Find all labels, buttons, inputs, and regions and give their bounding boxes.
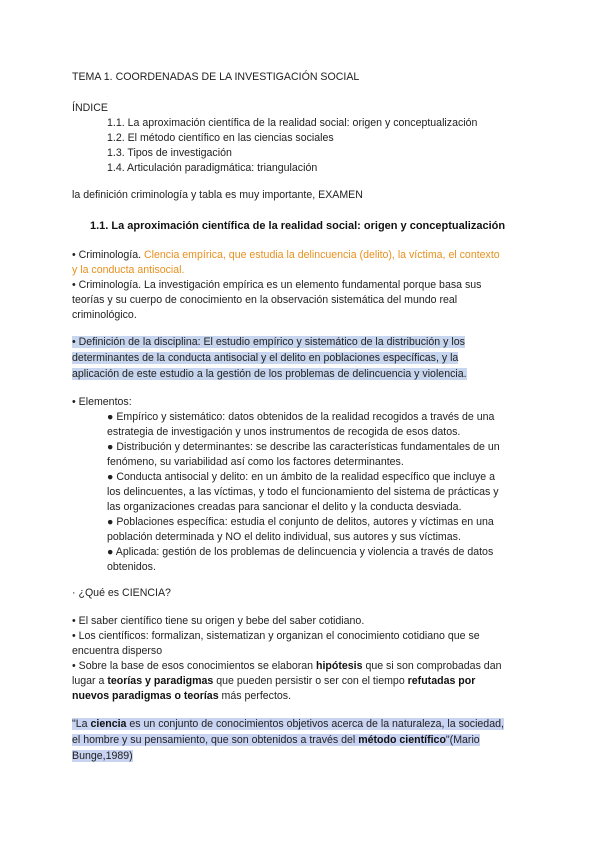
bunge-quote: "La ciencia es un conjunto de conocimientos objetivos acerca de la naturaleza, la sociedad, bbox=[72, 718, 504, 730]
criminology-paragraph: teorías y su cuerpo de conocimiento en la observación sistemática del mundo real bbox=[72, 294, 458, 306]
criminology-definition-line bbox=[72, 248, 500, 263]
exam-note: la definición criminología y tabla es muy importante, EXAMEN bbox=[72, 189, 363, 201]
criminology-paragraph: criminológico. bbox=[72, 309, 137, 321]
element-item: ● Aplicada: gestión de los problemas de delincuencia y violencia a través de datos bbox=[107, 546, 494, 558]
definition-highlight: • Definición de la disciplina: El estudio empírico y sistemático de la distribución y los bbox=[72, 336, 465, 348]
science-paragraph: encuentra disperso bbox=[72, 645, 163, 657]
element-item: estrategia de investigación y unos instrumentos de recogida de esos datos. bbox=[107, 426, 461, 438]
science-paragraph: lugar a teorías y paradigmas que pueden persistir o ser con el tiempo refutadas por bbox=[72, 675, 476, 687]
criminology-orange-text-cont: y la conducta antisocial. bbox=[72, 264, 185, 276]
section-heading: 1.1. La aproximación científica de la realidad social: origen y conceptualización bbox=[90, 220, 506, 232]
criminology-orange-text: Clencia empírica, que estudia la delincuencia (delito), la víctima, el contexto bbox=[144, 249, 500, 261]
criminology-bullet: • Criminología. bbox=[72, 249, 142, 261]
index-item: 1.4. Articulación paradigmática: triangulación bbox=[107, 162, 318, 174]
index-heading: ÍNDICE bbox=[72, 102, 108, 114]
element-item: los delincuentes, a las víctimas, y todo el funcionamiento del sistema de prácticas y bbox=[107, 486, 499, 498]
index-item: 1.2. El método científico en las ciencias sociales bbox=[107, 132, 334, 144]
criminology-paragraph: • Criminología. La investigación empírica es un elemento fundamental porque basa sus bbox=[72, 279, 482, 291]
science-paragraph: nuevos paradigmas o teorías más perfectos. bbox=[72, 690, 292, 702]
ciencia-question: · ¿Qué es CIENCIA? bbox=[72, 587, 171, 599]
science-paragraph: • Los científicos: formalizan, sistematizan y organizan el conocimiento cotidiano que se bbox=[72, 630, 480, 642]
element-item: obtenidos. bbox=[107, 561, 156, 573]
element-item: ● Poblaciones específica: estudia el conjunto de delitos, autores y víctimas en una bbox=[107, 516, 494, 528]
science-paragraph: • El saber científico tiene su origen y bebe del saber cotidiano. bbox=[72, 615, 365, 627]
definition-highlight: aplicación de este estudio a la gestión de los problemas de delincuencia y violencia. bbox=[72, 368, 467, 380]
element-item: las organizaciones creadas para sancionar el delito y la conducta desviada. bbox=[107, 501, 462, 513]
index-item: 1.3. Tipos de investigación bbox=[107, 147, 232, 159]
element-item: ● Conducta antisocial y delito: en un ámbito de la realidad específico que incluye a bbox=[107, 471, 496, 483]
element-item: ● Distribución y determinantes: se describe las características fundamentales de un bbox=[107, 441, 500, 453]
document-title: TEMA 1. COORDENADAS DE LA INVESTIGACIÓN SOCIAL bbox=[72, 71, 360, 83]
science-paragraph: • Sobre la base de esos conocimientos se elaboran hipótesis que si son comprobadas dan bbox=[72, 660, 502, 672]
element-item: fenómeno, su variabilidad así como los factores determinantes. bbox=[107, 456, 404, 468]
element-item: población determinada y NO el delito individual, sus autores y sus víctimas. bbox=[107, 531, 461, 543]
definition-highlight: determinantes de la conducta antisocial y el delito en poblaciones específicas, y la bbox=[72, 352, 459, 364]
bunge-quote: el hombre y su pensamiento, que son obtenidos a través del método científico"(Mario bbox=[72, 734, 480, 746]
element-item: ● Empírico y sistemático: datos obtenidos de la realidad recogidos a través de una bbox=[107, 411, 495, 423]
bunge-quote: Bunge,1989) bbox=[72, 750, 133, 762]
index-item: 1.1. La aproximación científica de la realidad social: origen y conceptualización bbox=[107, 117, 478, 129]
elements-heading: • Elementos: bbox=[72, 396, 132, 408]
